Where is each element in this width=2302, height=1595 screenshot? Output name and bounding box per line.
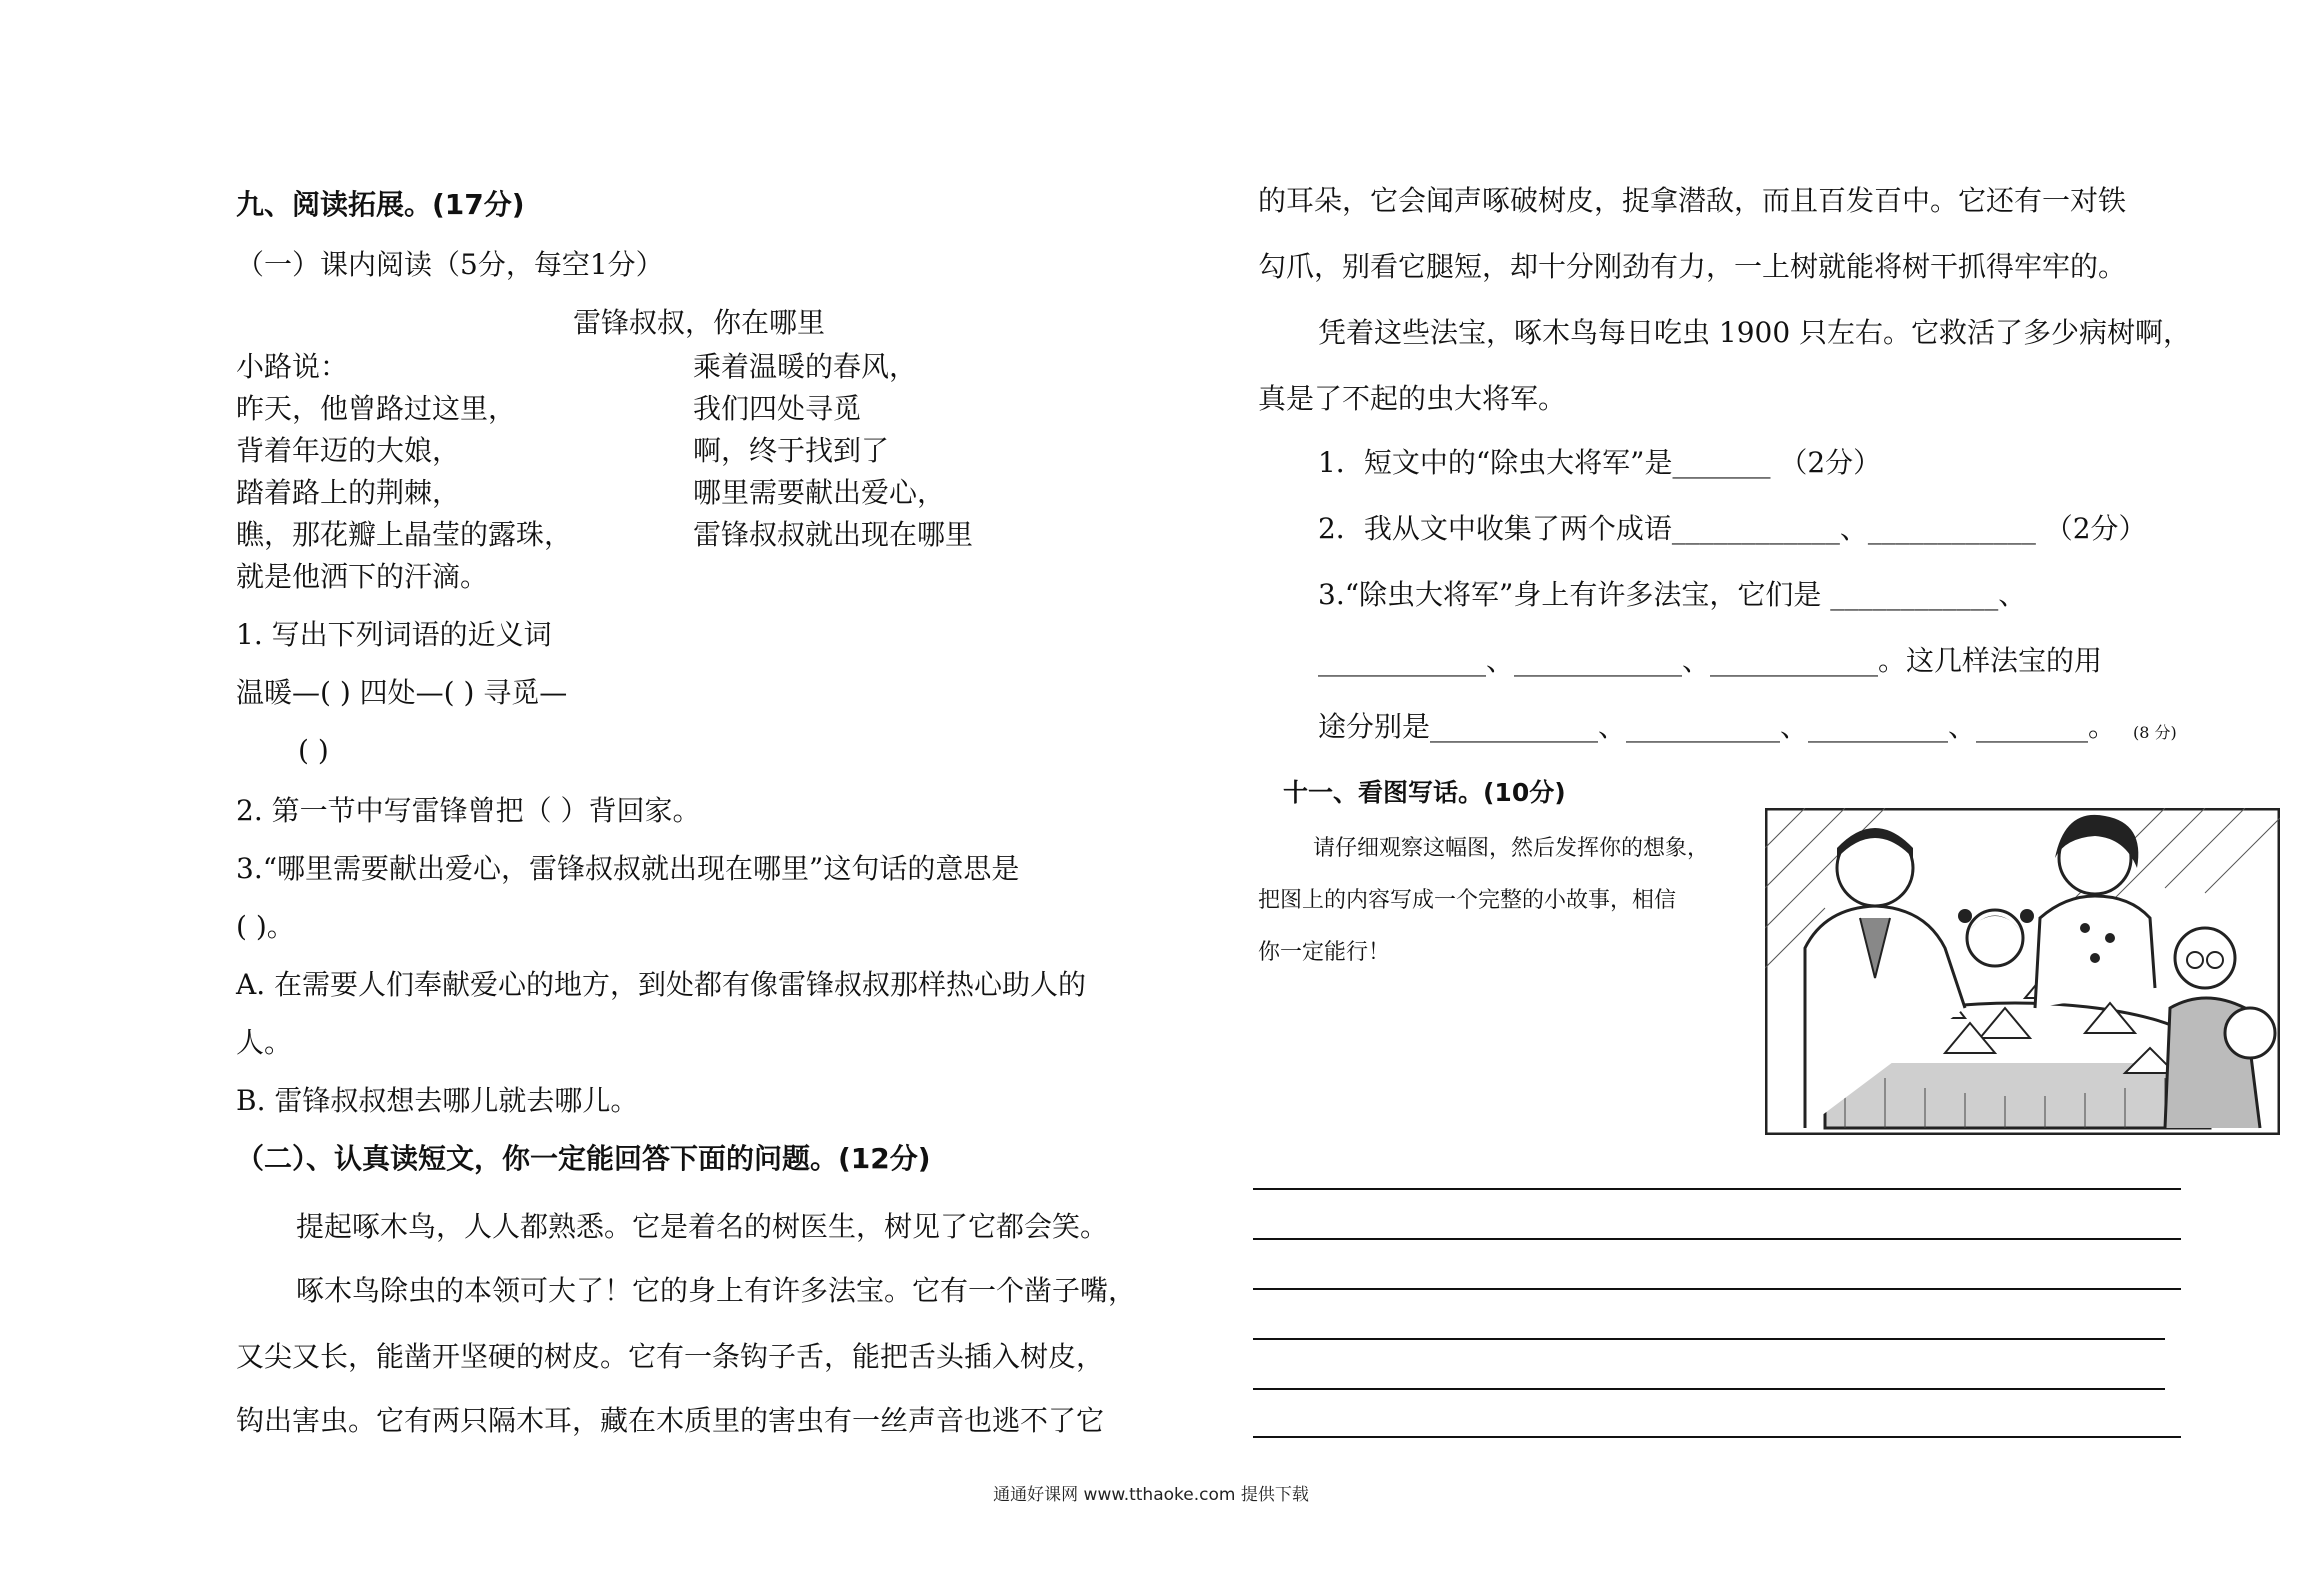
writing-prompt-line: 你一定能行！ (1258, 940, 1391, 965)
poem-line: 昨天，他曾路过这里， (236, 392, 517, 425)
writing-line[interactable] (1253, 1338, 2165, 1340)
writing-prompt-line: 把图上的内容写成一个完整的小故事，相信 (1258, 888, 1677, 913)
poem-line: 踏着路上的荆棘， (236, 476, 461, 509)
question-1-synonyms: 温暖—( ) 四处—( ) 寻觅— (236, 676, 568, 709)
poem-line: 就是他洒下的汗滴。 (236, 560, 489, 593)
writing-line[interactable] (1253, 1436, 2181, 1438)
part2-question-3: 3.“除虫大将军”身上有许多法宝，它们是 ____________、 (1318, 578, 2027, 611)
passage-line: 勾爪，别看它腿短，却十分刚劲有力，一上树就能将树干抓得牢牢的。 (1258, 250, 2127, 283)
part2-question-3-line2: ____________、____________、____________。这几样法宝的用 (1318, 644, 2103, 677)
passage-paragraph-2: 啄木鸟除虫的本领可大了！它的身上有许多法宝。它有一个凿子嘴， (296, 1274, 1137, 1307)
footer-credit: 通通好课网 www.tthaoke.com 提供下载 (993, 1485, 1309, 1505)
poem-line: 我们四处寻觅 (693, 392, 862, 425)
poem-line: 背着年迈的大娘， (236, 434, 461, 467)
poem-line: 哪里需要献出爱心， (693, 476, 946, 509)
writing-line[interactable] (1253, 1238, 2181, 1240)
option-b: B. 雷锋叔叔想去哪儿就去哪儿。 (236, 1084, 639, 1117)
poem-line: 乘着温暖的春风， (693, 350, 918, 383)
option-a: A. 在需要人们奉献爱心的地方，到处都有像雷锋叔叔那样热心助人的 (236, 968, 1087, 1001)
passage-paragraph-3: 凭着这些法宝，啄木鸟每日吃虫 1900 只左右。它救活了多少病树啊， (1318, 316, 2192, 349)
question-1-synonyms-cont: ( ) (298, 734, 329, 767)
part1-heading: （一）课内阅读（5分，每空1分） (236, 248, 664, 281)
passage-line: 的耳朵，它会闻声啄破树皮，捉拿潜敌，而且百发百中。它还有一对铁 (1258, 184, 2127, 217)
writing-line[interactable] (1253, 1188, 2181, 1190)
poem-line: 瞧，那花瓣上晶莹的露珠， (236, 518, 573, 551)
question-1: 1. 写出下列词语的近义词 (236, 618, 552, 651)
passage-paragraph-1: 提起啄木鸟，人人都熟悉。它是着名的树医生，树见了它都会笑。 (296, 1210, 1109, 1243)
passage-line: 钩出害虫。它有两只隔木耳，藏在木质里的害虫有一丝声音也逃不了它 (236, 1404, 1105, 1437)
part2-question-2: 2．我从文中收集了两个成语____________、____________ （2分） (1318, 512, 2147, 545)
writing-prompt-line: 请仔细观察这幅图，然后发挥你的想象， (1313, 836, 1710, 861)
poem-line: 啊，终于找到了 (693, 434, 890, 467)
part2-question-3-line3: 途分别是____________、___________、__________、________。 (1318, 710, 2117, 743)
section11-title: 十一、看图写话。(10分) (1283, 778, 1566, 807)
question-3: 3.“哪里需要献出爱心，雷锋叔叔就出现在哪里”这句话的意思是 (236, 852, 1020, 885)
question-2: 2. 第一节中写雷锋曾把（ ）背回家。 (236, 794, 701, 827)
poem-line: 雷锋叔叔就出现在哪里 (693, 518, 974, 551)
writing-line[interactable] (1253, 1388, 2165, 1390)
poem-line: 小路说： (236, 350, 349, 383)
section9-title: 九、阅读拓展。(17分) (236, 188, 525, 221)
part2-question-3-points: (8 分) (2133, 723, 2177, 742)
option-a-cont: 人。 (236, 1026, 293, 1059)
part2-question-1: 1．短文中的“除虫大将军”是_______ （2分） (1318, 446, 1882, 479)
passage-line: 又尖又长，能凿开坚硬的树皮。它有一条钩子舌，能把舌头插入树皮， (236, 1340, 1105, 1373)
part2-heading: （二）、认真读短文，你一定能回答下面的问题。(12分) (236, 1142, 931, 1175)
passage-line: 真是了不起的虫大将军。 (1258, 382, 1567, 415)
question-3-blank: ( )。 (236, 910, 295, 943)
poem-title: 雷锋叔叔，你在哪里 (573, 306, 826, 339)
writing-line[interactable] (1253, 1288, 2181, 1290)
family-watermelon-illustration (1765, 808, 2280, 1135)
